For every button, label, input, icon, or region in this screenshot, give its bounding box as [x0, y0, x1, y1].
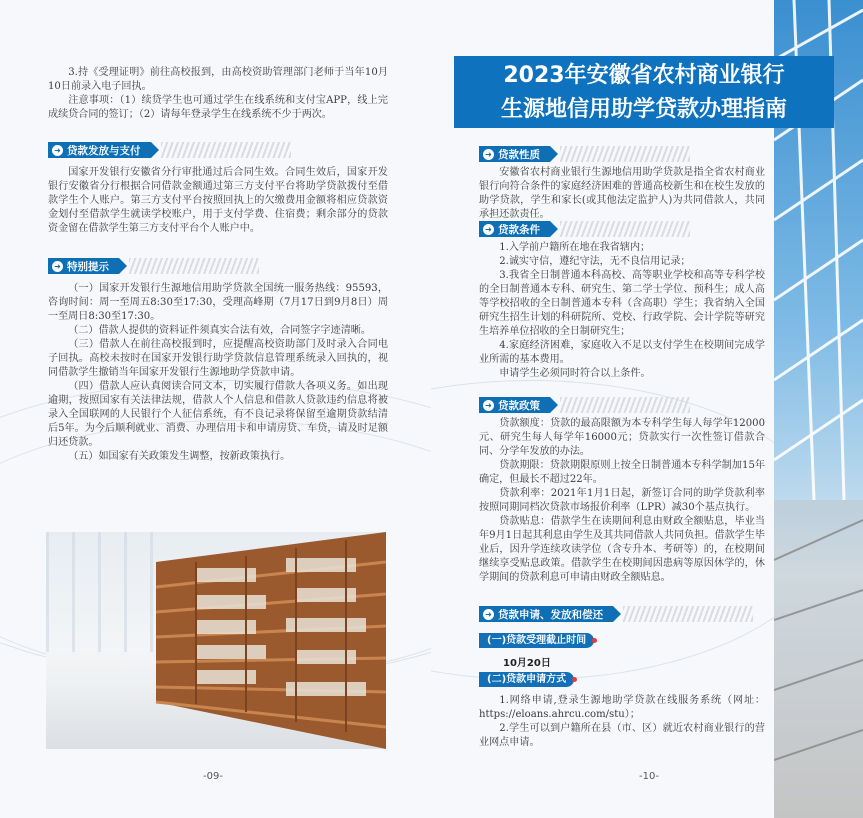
body-paragraph: 4.家庭经济困难，家庭收入不足以支付学生在校期间完成学业所需的基本费用。 [479, 340, 765, 365]
body-paragraph: 安徽省农村商业银行生源地信用助学贷款是指全省农村商业银行向符合条件的家庭经济困难的普通高校新生和在校生发放的助学贷款，学生和家长(或其他法定监护人)为共同借款人，共同承担还款责任。 [479, 167, 765, 220]
section-body-conditions [479, 241, 765, 381]
page-number-right: -10- [639, 771, 659, 782]
body-paragraph: （二）借款人提供的资料证件须真实合法有效，合同签字字迹清晰。 [68, 325, 371, 336]
section-header-policy [479, 397, 690, 413]
body-paragraph: 国家开发银行安徽省分行审批通过后合同生效。合同生效后，国家开发银行安徽省分行根据合同借款金额通过第三方支付平台将助学贷款拨付至借款学生个人账户。第三方支付平台按照回执上的欠缴费用金额将相应贷款资金划付至借款学生就读学校账户，用于支付学费、住宿费；剩余部分的贷款资金留在借款学生第三方支付平台个人账户中。 [48, 167, 388, 234]
left-page [0, 0, 431, 818]
section-body-policy [479, 417, 765, 585]
subsection-deadline: (一)贷款受理截止时间 [479, 633, 594, 648]
page-title-line1: 2023年安徽省农村商业银行 [503, 63, 785, 88]
arrow-circle-icon: ➜ [483, 609, 494, 620]
body-paragraph: 贷款贴息：借款学生在读期间利息由财政全额贴息，毕业当年9月1日起其利息由学生及其共同借款人共同负担。借款学生毕业后，因升学连续攻读学位（含专升本、考研等）的，在校期间继续享受贴息政策。借款学生在校期间因患病等原因休学的，休学期间的贷款利息可申请由财政全额贴息。 [479, 516, 765, 583]
body-paragraph: （五）如国家有关政策发生调整，按新政策执行。 [68, 451, 291, 462]
page-number-left: -09- [203, 771, 223, 782]
section-title: 贷款申请、发放和偿还 [498, 608, 603, 621]
section-body-notice [48, 282, 388, 464]
body-paragraph: 贷款期限：贷款期限原则上按全日制普通本专科学制加15年确定，但最长不超过22年。 [479, 460, 765, 485]
section-title: 贷款发放与支付 [67, 144, 141, 157]
section-header-conditions [479, 221, 690, 237]
section-body-application [479, 694, 765, 750]
body-paragraph: （一）国家开发银行生源地信用助学贷款全国统一服务热线：95593，咨询时间：周一至周五8:30至17:30，受理高峰期（7月17日到9月8日）周一至周日8:30至17:30。 [48, 283, 388, 322]
section-title: 贷款性质 [498, 148, 540, 161]
body-paragraph: 1.入学前户籍所在地在我省辖内； [499, 242, 651, 253]
section-header-nature [479, 146, 690, 162]
body-paragraph: 2.诚实守信，遵纪守法，无不良信用记录； [499, 256, 691, 267]
section-title: 特别提示 [67, 260, 109, 273]
intro-paragraph: 3.持《受理证明》前往高校报到，由高校资助管理部门老师于当年10月10日前录入电子回执。 [48, 67, 388, 92]
right-page [431, 0, 863, 818]
body-paragraph: （三）借款人在前往高校报到时，应提醒高校资助部门及时录入合同电子回执。高校未按时在国家开发银行助学贷款信息管理系统录入回执的，视同借款学生撤销当年国家开发银行生源地助学贷款申请。 [48, 339, 388, 378]
intro-text [48, 66, 388, 122]
deadline-value: 10月20日 [503, 658, 551, 669]
body-paragraph: 贷款利率：2021年1月1日起，新签订合同的助学贷款利率按照同期同档次贷款市场报价利率（LPR）减30个基点执行。 [479, 488, 765, 513]
body-paragraph: （四）借款人应认真阅读合同文本，切实履行借款人各项义务。如出现逾期，按照国家有关法律法规，借款人个人信息和借款人贷款违约信息将被录入全国联网的人民银行个人征信系统，有不良记录将保留至逾期贷款结清后5年。为今后顺利就业、消费、办理信用卡和申请房贷、车贷，请及时足额归还贷款。 [48, 381, 388, 448]
body-paragraph: 1.网络申请,登录生源地助学贷款在线服务系统（网址：https://eloans.ahrcu.com/stu）； [479, 695, 765, 720]
section-body-disbursement [48, 166, 388, 236]
arrow-circle-icon: ➜ [52, 145, 63, 156]
arrow-circle-icon: ➜ [483, 149, 494, 160]
arrow-circle-icon: ➜ [52, 261, 63, 272]
section-header-disbursement [48, 142, 291, 158]
body-paragraph: 3.我省全日制普通本科高校、高等职业学校和高等专科学校的全日制普通本专科、研究生、第二学士学位、预科生；成人高等学校招收的全日制普通本专科（含高职）学生；我省纳入全国研究生招生计划的科研院所、党校、行政学院、会计学院等研究生培养单位招收的全日制研究生； [479, 270, 765, 337]
arrow-circle-icon: ➜ [483, 400, 494, 411]
body-paragraph: 2.学生可以到户籍所在县（市、区）就近农村商业银行的营业网点申请。 [479, 723, 765, 748]
title-banner [454, 56, 834, 128]
library-photo [46, 532, 386, 749]
subsection-method: (二)贷款申请方式 [479, 672, 574, 687]
intro-paragraph: 注意事项：（1）续贷学生也可通过学生在线系统和支付宝APP，线上完成续贷合同的签订；（2）请每年登录学生在线系统不少于两次。 [48, 95, 388, 120]
section-header-notice [48, 258, 259, 274]
section-header-application [479, 606, 753, 622]
page-title-line2: 生源地信用助学贷款办理指南 [500, 97, 787, 122]
arrow-circle-icon: ➜ [483, 224, 494, 235]
section-title: 贷款条件 [498, 223, 540, 236]
body-paragraph: 贷款额度：贷款的最高限额为本专科学生每人每学年12000元、研究生每人每学年16000元；贷款实行一次性签订借款合同、分学年发放的办法。 [479, 418, 765, 457]
body-paragraph: 申请学生必须同时符合以上条件。 [499, 368, 651, 379]
section-body-nature [479, 166, 765, 222]
section-title: 贷款政策 [498, 399, 540, 412]
